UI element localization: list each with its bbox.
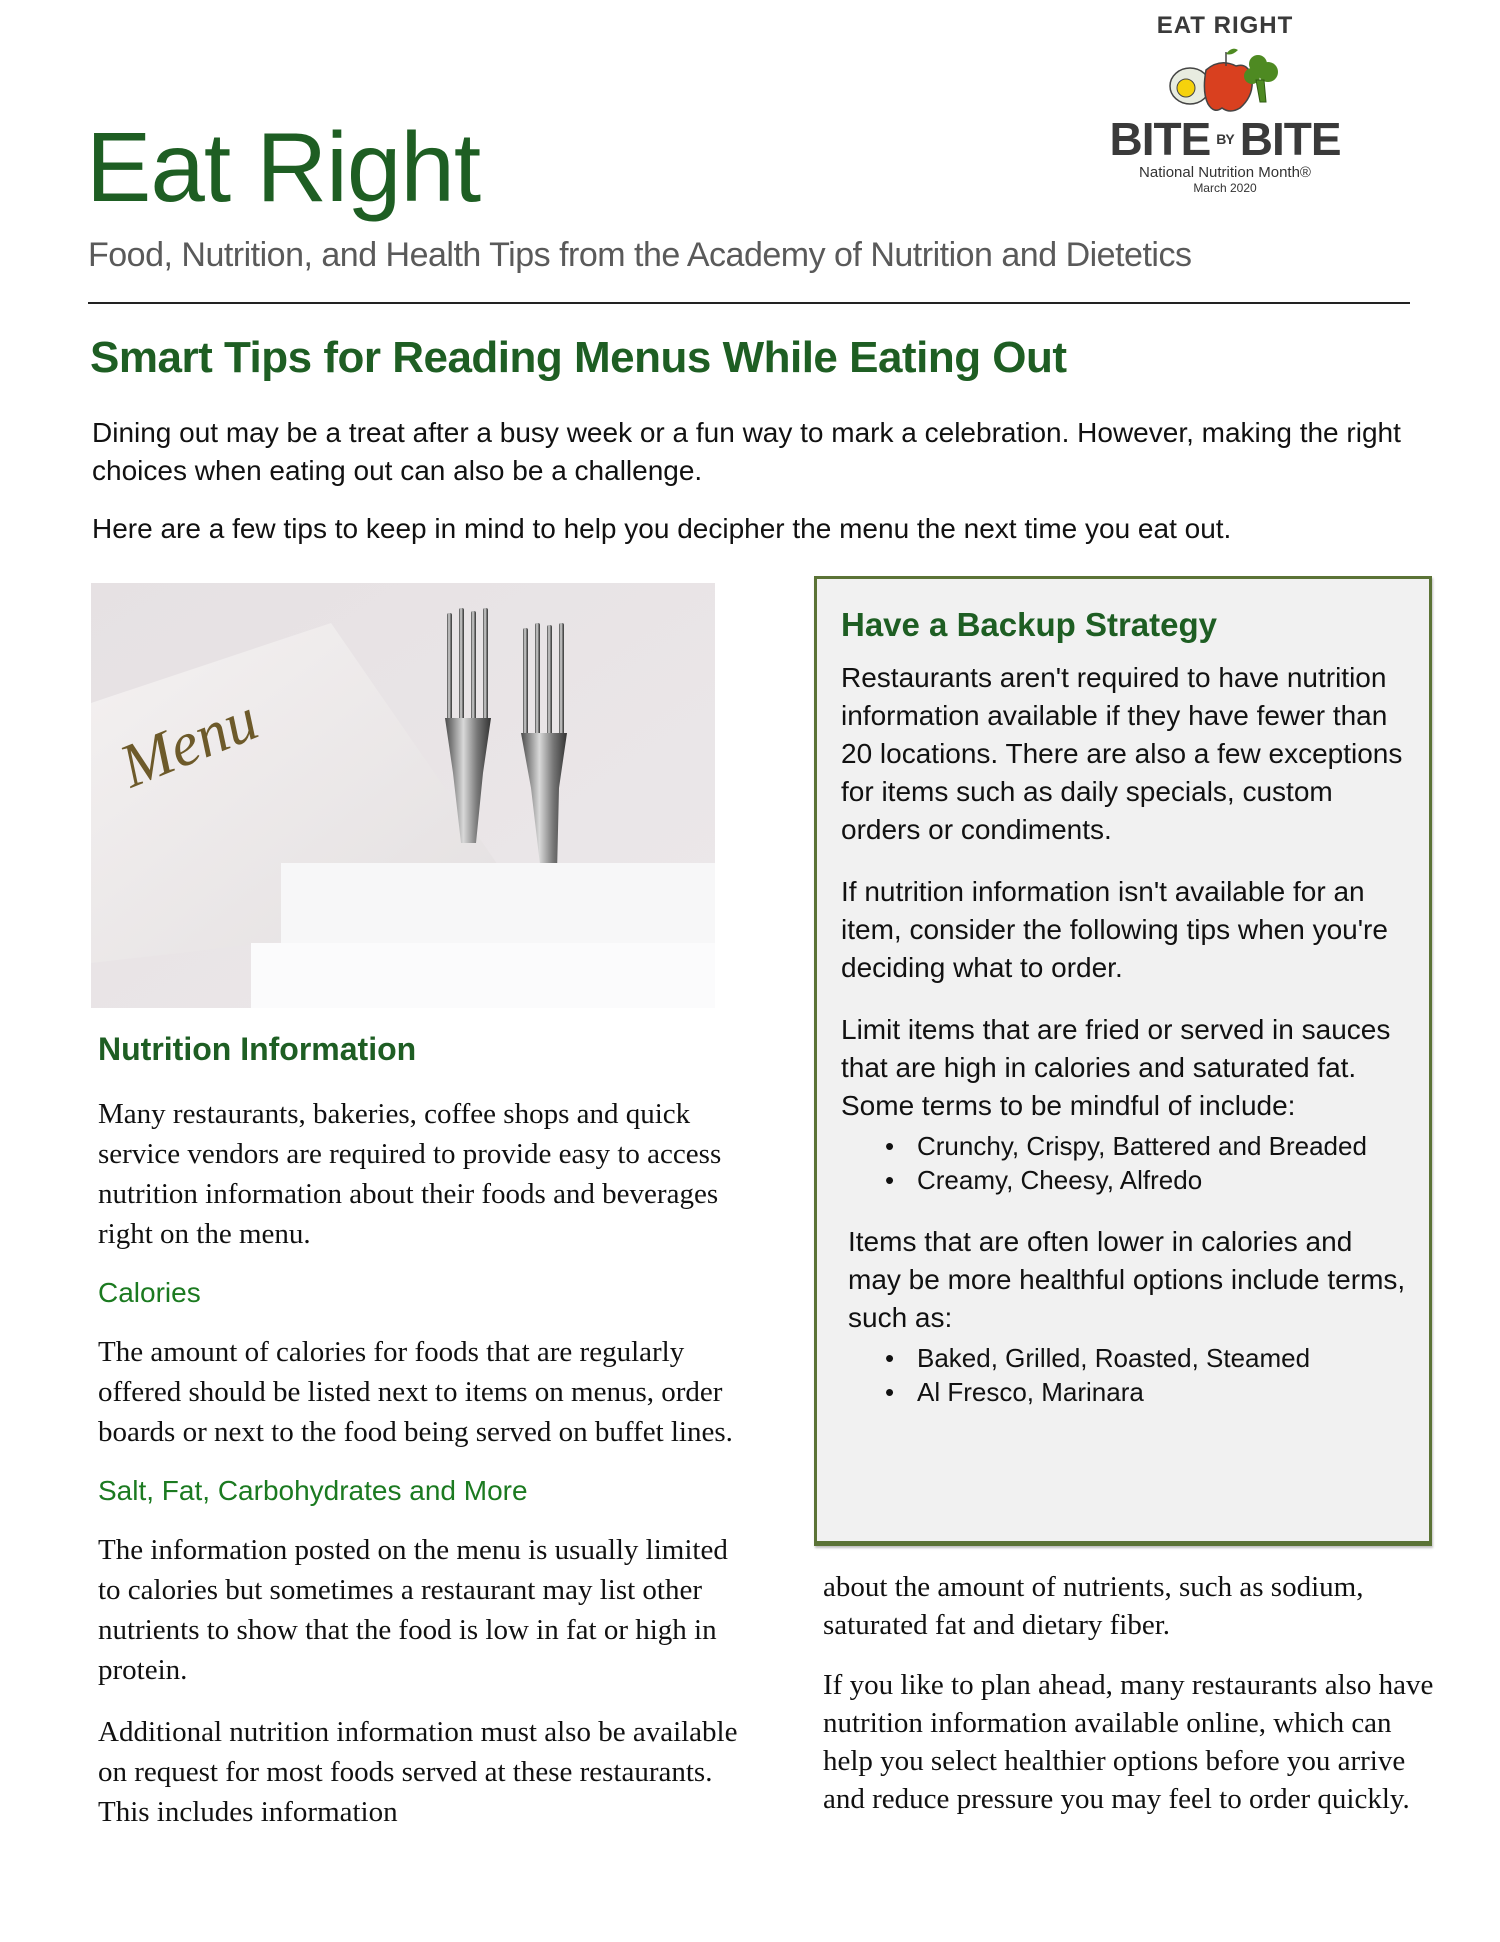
box-paragraph: Items that are often lower in calories and may be more healthful options include terms, such as: — [848, 1225, 1406, 1333]
logo-campaign: National Nutrition Month® — [1139, 164, 1311, 181]
logo-bite-left: BITE — [1109, 113, 1211, 165]
logo-top-text: EAT RIGHT — [1156, 12, 1294, 39]
list-item: • Crunchy, Crispy, Battered and Breaded — [885, 1129, 1407, 1163]
intro-paragraph: Here are a few tips to keep in mind to help you decipher the menu the next time you eat out. — [92, 513, 1232, 544]
menu-photo-image — [91, 583, 715, 1008]
box-paragraph: Restaurants aren't required to have nutrition information available if they have fewer than 20 locations. There are also a few exceptions for items such as daily specials, custom orders or condiments. — [841, 661, 1403, 845]
nutrition-information-section — [98, 1030, 738, 1854]
page-subtitle: Food, Nutrition, and Health Tips from the Academy of Nutrition and Dietetics — [88, 236, 1192, 274]
logo-bite-right: BITE — [1239, 113, 1341, 165]
menu-script-text: Menu — [110, 685, 268, 801]
logo-date: March 2020 — [1193, 181, 1257, 195]
list-item: • Baked, Grilled, Roasted, Steamed — [885, 1341, 1407, 1375]
nnm-logo — [1090, 12, 1360, 222]
box-heading: Have a Backup Strategy — [841, 606, 1218, 643]
healthful-terms-list — [885, 1341, 1407, 1409]
box-paragraph: Limit items that are fried or served in sauces that are high in calories and saturated fat. Some terms to be mindful of include: — [841, 1013, 1391, 1121]
right-column-text — [823, 1568, 1443, 1840]
header-divider — [88, 302, 1410, 304]
terms-to-limit-list — [885, 1129, 1407, 1197]
article-intro — [92, 414, 1422, 568]
list-item: • Creamy, Cheesy, Alfredo — [885, 1163, 1407, 1197]
paragraph: Many restaurants, bakeries, coffee shops and quick service vendors are required to provide easy to access nutrition information about their foods and beverages right on the menu. — [98, 1098, 722, 1251]
logo-bite-by-bite — [1090, 113, 1360, 165]
intro-paragraph: Dining out may be a treat after a busy week or a fun way to mark a celebration. However, making the right choices when eating out can also be a challenge. — [92, 417, 1401, 486]
logo-by: BY — [1216, 131, 1234, 147]
section-heading: Nutrition Information — [98, 1031, 417, 1067]
paragraph: about the amount of nutrients, such as sodium, saturated fat and dietary fiber. — [823, 1571, 1364, 1641]
paragraph: The information posted on the menu is usually limited to calories but sometimes a restaurant may list other nutrients to show that the food is low in fat or high in protein. — [98, 1533, 728, 1686]
page-title: Eat Right — [86, 112, 481, 222]
backup-strategy-box — [814, 576, 1432, 1546]
list-item: • Al Fresco, Marinara — [885, 1375, 1407, 1409]
subheading-calories: Calories — [98, 1277, 201, 1309]
paragraph: Additional nutrition information must also be available on request for most foods served at these restaurants. This includes information — [98, 1715, 738, 1828]
menu-forks-photo — [91, 583, 715, 1008]
article-heading: Smart Tips for Reading Menus While Eating Out — [90, 333, 1067, 382]
box-paragraph: If nutrition information isn't available for an item, consider the following tips when you're deciding what to order. — [841, 875, 1388, 983]
food-illustration-icon — [1160, 44, 1290, 114]
paragraph: The amount of calories for foods that are regularly offered should be listed next to items on menus, order boards or next to the food being served on buffet lines. — [98, 1335, 733, 1448]
subheading-salt-fat: Salt, Fat, Carbohydrates and More — [98, 1474, 528, 1506]
paragraph: If you like to plan ahead, many restaurants also have nutrition information available online, which can help you select healthier options before you arrive and reduce pressure you may feel to order quickly. — [823, 1669, 1434, 1815]
